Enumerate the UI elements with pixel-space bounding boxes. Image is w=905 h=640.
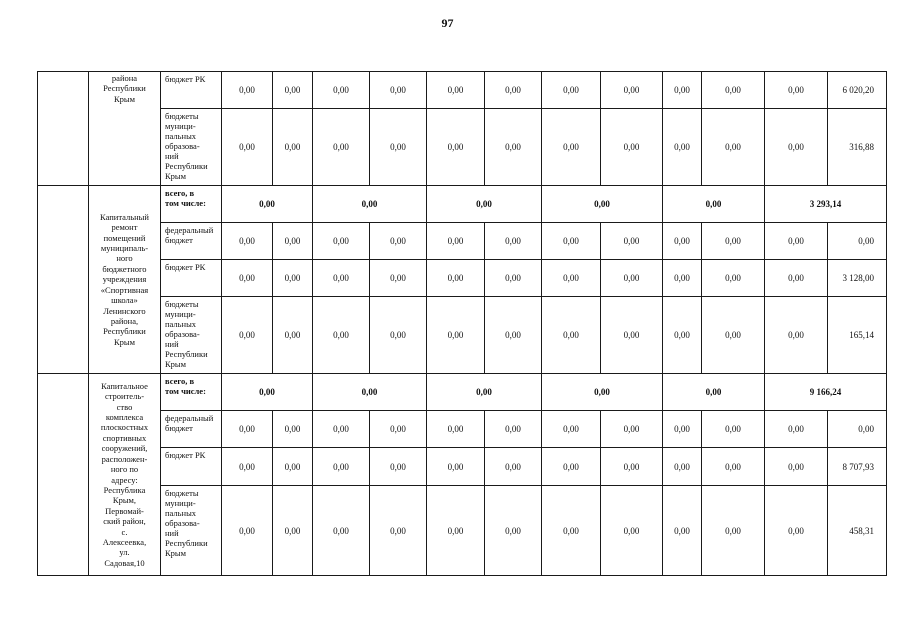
value-cell-text: 0,00	[284, 461, 301, 472]
funding-source-text: федеральный бюджет	[165, 225, 214, 245]
value-cell-text: 0,00	[505, 142, 521, 152]
value-cell	[312, 485, 370, 576]
value-cell	[600, 259, 663, 297]
value-cell	[221, 447, 273, 486]
value-cell-text: 0,00	[239, 461, 255, 472]
value-cell-text: 0,00	[563, 461, 579, 472]
value-cell	[221, 485, 273, 576]
value-cell-text: 0,00	[725, 330, 741, 340]
amount-cell	[827, 296, 887, 374]
value-cell-text: 0,00	[239, 236, 255, 246]
value-cell	[426, 259, 485, 297]
value-cell-text: 0,00	[239, 525, 255, 536]
funding-source-text: бюджет РК	[165, 74, 206, 84]
funding-source-text: всего, в том числе:	[165, 376, 206, 396]
value-cell	[272, 410, 313, 448]
amount-cell-text: 8 707,93	[842, 461, 874, 472]
row-number-cell	[37, 71, 89, 186]
value-cell	[221, 296, 273, 374]
value-cell-text: 0,00	[333, 424, 349, 434]
value-cell	[764, 222, 828, 260]
value-cell-text: 0,00	[390, 424, 406, 434]
value-cell	[369, 108, 427, 186]
value-cell-text: 0,00	[239, 85, 255, 95]
value-cell	[221, 222, 273, 260]
value-cell-text: 0,00	[725, 525, 741, 536]
amount-cell	[827, 71, 887, 109]
value-cell	[369, 222, 427, 260]
value-cell	[312, 410, 370, 448]
value-cell	[764, 410, 828, 448]
value-cell	[221, 108, 273, 186]
total-amount-cell	[764, 373, 887, 411]
project-description-text: Капитальное строитель- ство комплекса плоскостных спортивных сооружений, расположен- ного по адресу: Республика Крым, Первомай- ский район, с. Алексеевка, ул. Садовая,10	[100, 380, 149, 568]
value-cell-text: 0,00	[239, 273, 255, 283]
value-cell-text: 0,00	[505, 273, 521, 283]
row-number-cell	[37, 185, 89, 374]
value-cell	[426, 296, 485, 374]
value-cell	[600, 447, 663, 486]
value-cell	[764, 485, 828, 576]
project-description-text: района Республики Крым	[103, 73, 146, 104]
value-cell	[662, 222, 702, 260]
funding-source	[160, 447, 222, 486]
funding-source	[160, 259, 222, 297]
value-cell	[701, 410, 765, 448]
value-cell-text: 0,00	[505, 85, 521, 95]
funding-source-text: бюджеты муници- пальных образова- ний Республики Крым	[165, 488, 208, 558]
value-cell-text: 0,00	[623, 330, 640, 340]
value-cell-text: 0,00	[333, 85, 349, 95]
value-cell-text: 0,00	[333, 461, 349, 472]
value-cell-text: 0,00	[333, 236, 349, 246]
value-cell	[600, 485, 663, 576]
funding-source	[160, 71, 222, 109]
value-cell	[272, 108, 313, 186]
value-cell-text: 0,00	[674, 273, 690, 283]
value-cell	[221, 259, 273, 297]
project-description	[88, 185, 161, 374]
value-cell	[484, 296, 542, 374]
value-cell-text: 0,00	[563, 330, 579, 340]
value-cell-text: 0,00	[505, 424, 521, 434]
value-cell-text: 0,00	[447, 424, 464, 434]
value-cell-text: 0,00	[239, 142, 255, 152]
value-cell-text: 0,00	[239, 424, 255, 434]
value-cell-text: 0,00	[725, 461, 741, 472]
amount-cell	[827, 410, 887, 448]
value-cell-text: 0,00	[563, 525, 579, 536]
value-cell-text: 0,00	[447, 273, 464, 283]
value-cell	[600, 410, 663, 448]
value-cell-text: 0,00	[725, 85, 741, 95]
amount-cell-text: 3 128,00	[842, 273, 874, 283]
total-value-cell	[426, 373, 542, 411]
amount-cell	[827, 447, 887, 486]
value-cell-text: 0,00	[390, 330, 406, 340]
value-cell	[541, 296, 601, 374]
amount-cell	[827, 108, 887, 186]
value-cell	[600, 108, 663, 186]
amount-cell	[827, 259, 887, 297]
amount-cell-text: 6 020,20	[842, 85, 874, 95]
value-cell-text: 0,00	[284, 142, 301, 152]
funding-source-text: бюджет РК	[165, 262, 206, 272]
value-cell-text: 0,00	[563, 273, 579, 283]
value-cell	[484, 71, 542, 109]
value-cell-text: 0,00	[390, 85, 406, 95]
value-cell-text: 0,00	[505, 236, 521, 246]
value-cell	[764, 108, 828, 186]
value-cell-text: 0,00	[447, 461, 464, 472]
value-cell	[600, 296, 663, 374]
value-cell-text: 0,00	[447, 525, 464, 536]
value-cell	[541, 485, 601, 576]
total-value-cell	[541, 185, 663, 223]
value-cell	[764, 296, 828, 374]
value-cell	[369, 447, 427, 486]
total-value-cell-text: 0,00	[594, 199, 610, 209]
value-cell-text: 0,00	[623, 85, 640, 95]
value-cell	[312, 296, 370, 374]
value-cell-text: 0,00	[674, 525, 690, 536]
value-cell	[662, 485, 702, 576]
value-cell	[484, 259, 542, 297]
value-cell	[701, 71, 765, 109]
total-value-cell-text: 0,00	[476, 387, 492, 397]
value-cell	[541, 222, 601, 260]
value-cell	[484, 485, 542, 576]
funding-source	[160, 410, 222, 448]
project-description	[88, 373, 161, 576]
value-cell	[541, 410, 601, 448]
value-cell	[221, 71, 273, 109]
value-cell-text: 0,00	[674, 330, 690, 340]
value-cell-text: 0,00	[284, 330, 301, 340]
value-cell-text: 0,00	[725, 236, 741, 246]
value-cell	[541, 259, 601, 297]
total-value-cell-text: 0,00	[476, 199, 492, 209]
value-cell	[701, 485, 765, 576]
value-cell-text: 0,00	[563, 142, 579, 152]
value-cell-text: 0,00	[333, 273, 349, 283]
funding-source	[160, 373, 222, 411]
value-cell-text: 0,00	[563, 424, 579, 434]
value-cell	[312, 71, 370, 109]
value-cell-text: 0,00	[788, 142, 804, 152]
value-cell-text: 0,00	[674, 236, 690, 246]
total-value-cell	[312, 185, 427, 223]
total-value-cell	[662, 373, 765, 411]
value-cell-text: 0,00	[623, 424, 640, 434]
value-cell-text: 0,00	[623, 142, 640, 152]
value-cell	[369, 259, 427, 297]
value-cell	[701, 447, 765, 486]
total-value-cell-text: 0,00	[259, 387, 275, 397]
value-cell	[662, 108, 702, 186]
value-cell	[272, 222, 313, 260]
total-value-cell	[221, 185, 313, 223]
value-cell	[312, 108, 370, 186]
amount-cell	[827, 222, 887, 260]
value-cell	[426, 485, 485, 576]
total-value-cell	[541, 373, 663, 411]
value-cell	[764, 447, 828, 486]
value-cell	[764, 71, 828, 109]
value-cell-text: 0,00	[284, 273, 301, 283]
value-cell	[662, 410, 702, 448]
value-cell-text: 0,00	[333, 525, 349, 536]
value-cell-text: 0,00	[788, 273, 804, 283]
value-cell-text: 0,00	[623, 236, 640, 246]
value-cell	[541, 108, 601, 186]
value-cell-text: 0,00	[390, 273, 406, 283]
value-cell	[369, 410, 427, 448]
value-cell-text: 0,00	[390, 525, 406, 536]
total-value-cell	[312, 373, 427, 411]
total-value-cell-text: 0,00	[361, 387, 378, 397]
funding-source-text: всего, в том числе:	[165, 188, 206, 208]
value-cell-text: 0,00	[788, 424, 804, 434]
row-number-cell	[37, 373, 89, 576]
value-cell	[272, 71, 313, 109]
funding-source	[160, 485, 222, 576]
value-cell	[662, 296, 702, 374]
value-cell	[272, 485, 313, 576]
funding-source-text: бюджеты муници- пальных образова- ний Республики Крым	[165, 299, 208, 369]
value-cell	[484, 222, 542, 260]
value-cell-text: 0,00	[788, 525, 804, 536]
value-cell	[701, 259, 765, 297]
value-cell	[764, 259, 828, 297]
value-cell-text: 0,00	[788, 85, 804, 95]
funding-source	[160, 108, 222, 186]
funding-source-text: федеральный бюджет	[165, 413, 214, 433]
total-amount-cell-text: 3 293,14	[809, 199, 842, 209]
value-cell-text: 0,00	[788, 461, 804, 472]
funding-source	[160, 296, 222, 374]
value-cell	[600, 222, 663, 260]
amount-cell-text: 165,14	[849, 330, 874, 340]
value-cell-text: 0,00	[725, 273, 741, 283]
value-cell	[484, 447, 542, 486]
value-cell-text: 0,00	[447, 236, 464, 246]
value-cell-text: 0,00	[505, 525, 521, 536]
value-cell	[426, 447, 485, 486]
funding-source-text: бюджеты муници- пальных образова- ний Республики Крым	[165, 111, 208, 181]
value-cell	[312, 447, 370, 486]
value-cell	[312, 259, 370, 297]
value-cell-text: 0,00	[623, 273, 640, 283]
value-cell-text: 0,00	[674, 142, 690, 152]
value-cell	[272, 296, 313, 374]
value-cell-text: 0,00	[505, 461, 521, 472]
value-cell	[701, 296, 765, 374]
value-cell-text: 0,00	[563, 85, 579, 95]
value-cell	[369, 71, 427, 109]
value-cell-text: 0,00	[333, 330, 349, 340]
value-cell-text: 0,00	[390, 142, 406, 152]
value-cell	[369, 296, 427, 374]
value-cell-text: 0,00	[674, 85, 690, 95]
value-cell	[426, 410, 485, 448]
value-cell	[426, 108, 485, 186]
total-value-cell	[221, 373, 313, 411]
total-amount-cell-text: 9 166,24	[809, 387, 842, 397]
value-cell-text: 0,00	[674, 461, 690, 472]
value-cell	[369, 485, 427, 576]
total-value-cell-text: 0,00	[361, 199, 378, 209]
value-cell-text: 0,00	[674, 424, 690, 434]
project-description-text: Капитальный ремонт помещений муниципаль- ного бюджетного учреждения «Спортивная школа» Ленинского района, Республики Крым	[100, 211, 149, 347]
page-number: 97	[441, 16, 454, 30]
value-cell-text: 0,00	[239, 330, 255, 340]
value-cell	[484, 410, 542, 448]
funding-source-text: бюджет РК	[165, 450, 206, 460]
project-description	[88, 71, 161, 186]
value-cell-text: 0,00	[505, 330, 521, 340]
value-cell	[426, 222, 485, 260]
value-cell-text: 0,00	[447, 85, 464, 95]
value-cell-text: 0,00	[447, 142, 464, 152]
amount-cell	[827, 485, 887, 576]
value-cell-text: 0,00	[284, 236, 301, 246]
amount-cell-text: 458,31	[849, 525, 874, 536]
value-cell-text: 0,00	[284, 525, 301, 536]
value-cell-text: 0,00	[447, 330, 464, 340]
value-cell-text: 0,00	[390, 461, 406, 472]
total-value-cell-text: 0,00	[594, 387, 610, 397]
value-cell-text: 0,00	[623, 461, 640, 472]
value-cell-text: 0,00	[390, 236, 406, 246]
value-cell	[662, 259, 702, 297]
amount-cell-text: 0,00	[858, 236, 874, 246]
total-value-cell	[662, 185, 765, 223]
total-value-cell-text: 0,00	[259, 199, 275, 209]
value-cell-text: 0,00	[788, 236, 804, 246]
value-cell	[662, 447, 702, 486]
value-cell	[541, 447, 601, 486]
value-cell	[484, 108, 542, 186]
total-value-cell-text: 0,00	[705, 199, 722, 209]
value-cell	[600, 71, 663, 109]
value-cell	[662, 71, 702, 109]
value-cell-text: 0,00	[623, 525, 640, 536]
value-cell	[272, 259, 313, 297]
value-cell-text: 0,00	[284, 424, 301, 434]
total-value-cell-text: 0,00	[705, 387, 722, 397]
value-cell-text: 0,00	[725, 142, 741, 152]
value-cell	[221, 410, 273, 448]
value-cell	[541, 71, 601, 109]
total-value-cell	[426, 185, 542, 223]
value-cell-text: 0,00	[333, 142, 349, 152]
amount-cell-text: 316,88	[849, 142, 874, 152]
funding-source	[160, 222, 222, 260]
value-cell-text: 0,00	[788, 330, 804, 340]
value-cell	[312, 222, 370, 260]
value-cell-text: 0,00	[563, 236, 579, 246]
value-cell-text: 0,00	[725, 424, 741, 434]
total-amount-cell	[764, 185, 887, 223]
value-cell-text: 0,00	[284, 85, 301, 95]
funding-source	[160, 185, 222, 223]
value-cell	[701, 222, 765, 260]
value-cell	[701, 108, 765, 186]
value-cell	[272, 447, 313, 486]
amount-cell-text: 0,00	[858, 424, 874, 434]
value-cell	[426, 71, 485, 109]
